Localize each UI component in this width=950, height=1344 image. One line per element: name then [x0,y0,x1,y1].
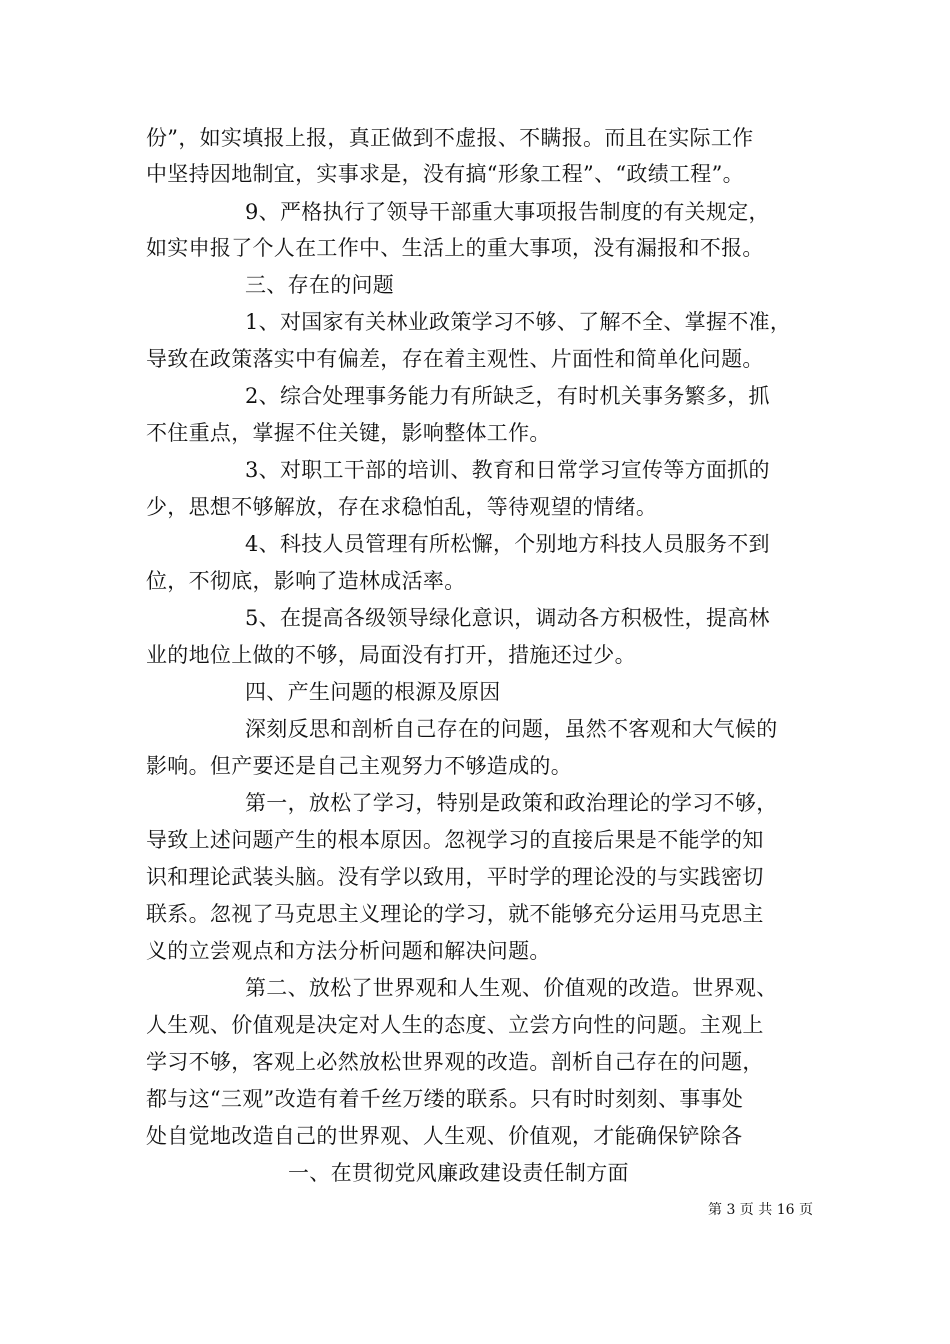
page-number: 第 3 页 共 16 页 [708,1202,813,1218]
text-line: 4、科技人员管理有所松懈，个别地方科技人员服务不到 [245,532,770,556]
text-line: 少，思想不够解放，存在求稳怕乱，等待观望的情绪。 [146,495,658,519]
text-line: 2、综合处理事务能力有所缺乏，有时机关事务繁多，抓 [245,384,770,408]
text-line: 业的地位上做的不够，局面没有打开，措施还过少。 [146,643,636,667]
text-line: 深刻反思和剖析自己存在的问题，虽然不客观和大气候的 [245,717,778,741]
text-line: 中坚持因地制宜，实事求是，没有搞“形象工程”、“政绩工程”。 [146,162,744,186]
text-line: 义的立尝观点和方法分析问题和解决问题。 [146,939,551,963]
text-line: 都与这“三观”改造有着千丝万缕的联系。只有时时刻刻、事事处 [146,1087,744,1111]
text-line: 联系。忽视了马克思主义理论的学习，就不能够充分运用马克思主 [146,902,764,926]
text-line: 不住重点，掌握不住关键，影响整体工作。 [146,421,551,445]
text-line: 人生观、价值观是决定对人生的态度、立尝方向性的问题。主观上 [146,1013,764,1037]
text-line: 影响。但产要还是自己主观努力不够造成的。 [146,754,572,778]
text-line: 3、对职工干部的培训、教育和日常学习宣传等方面抓的 [245,458,770,482]
text-line: 份”，如实填报上报，真正做到不虚报、不瞒报。而且在实际工作 [146,126,754,150]
text-line: 如实申报了个人在工作中、生活上的重大事项，没有漏报和不报。 [146,236,764,260]
text-line: 9、严格执行了领导干部重大事项报告制度的有关规定， [245,200,770,224]
text-line: 处自觉地改造自己的世界观、人生观、价值观，才能确保铲除各 [146,1124,743,1148]
text-line: 识和理论武装头脑。没有学以致用，平时学的理论没的与实践密切 [146,865,764,889]
text-line: 导致上述问题产生的根本原因。忽视学习的直接后果是不能学的知 [146,828,764,852]
text-line: 导致在政策落实中有偏差，存在着主观性、片面性和简单化问题。 [146,347,764,371]
text-line: 第二、放松了世界观和人生观、价值观的改造。世界观、 [245,976,778,1000]
section-heading: 四、产生问题的根源及原因 [245,680,501,704]
text-line: 第一，放松了学习，特别是政策和政治理论的学习不够， [245,791,778,815]
text-line: 1、对国家有关林业政策学习不够、了解不全、掌握不准， [245,310,792,334]
text-line: 学习不够，客观上必然放松世界观的改造。剖析自己存在的问题， [146,1050,764,1074]
section-heading: 三、存在的问题 [245,273,395,297]
section-heading: 一、在贯彻党风廉政建设责任制方面 [288,1161,629,1185]
text-line: 位，不彻底，影响了造林成活率。 [146,569,466,593]
text-line: 5、在提高各级领导绿化意识，调动各方积极性，提高林 [245,606,770,630]
